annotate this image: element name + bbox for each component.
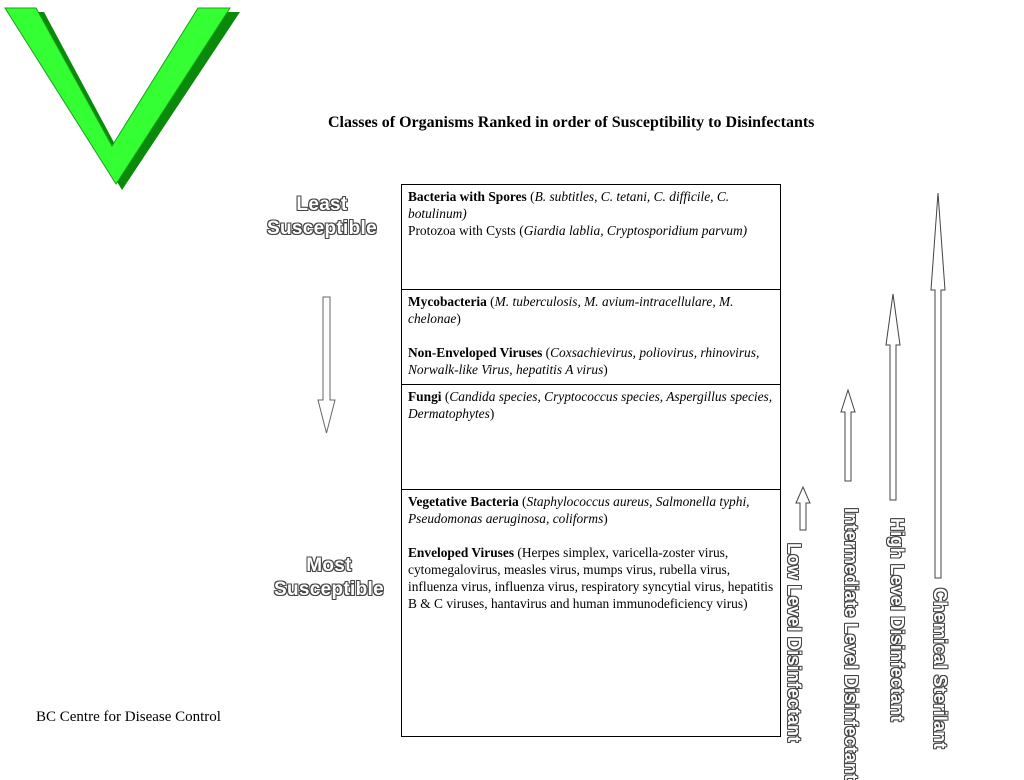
row-examples: Coxsachievirus, poliovirus, rhinovirus, Norwalk-like Virus, hepatitis A virus: [408, 345, 760, 377]
high-level-up-arrow-icon: [886, 294, 900, 500]
paren-open: (: [542, 345, 551, 360]
paren-close: ): [489, 406, 495, 421]
most-susceptible-label: [258, 554, 400, 602]
table-row-spores: [402, 185, 780, 289]
checkmark-face: [5, 8, 230, 184]
footer-source: BC Centre for Disease Control: [36, 709, 221, 725]
table-row-vegetative: [402, 489, 780, 736]
row-heading: Non-Enveloped Viruses: [408, 345, 543, 360]
row-examples: Staphylococcus aureus, Salmonella typhi, Pseudomonas aeruginosa, coliforms: [408, 494, 750, 526]
diagram-title: Classes of Organisms Ranked in order of Susceptibility to Disinfectants: [328, 114, 815, 131]
row-examples: B. subtitles, C. tetani, C. difficile, C. botulinum): [408, 189, 730, 221]
paren-open: (: [526, 189, 535, 204]
chemical-sterilant-label: Chemical Sterilant: [930, 588, 950, 749]
row-heading: Protozoa with Cysts (: [408, 223, 524, 238]
susceptible-word-top: Susceptible: [267, 218, 377, 239]
intermediate-level-disinfectant-label: Intermediate Level Disinfectant: [841, 508, 861, 780]
table-row-fungi: [402, 384, 780, 489]
table-row-mycobacteria: [402, 289, 780, 384]
paren-open: (: [518, 494, 527, 509]
row-examples: Candida species, Cryptococcus species, Aspergillus species, Dermatophytes: [408, 389, 773, 421]
low-level-up-arrow-icon: [796, 487, 810, 530]
paren-close: ): [603, 362, 608, 377]
sterilant-up-arrow-icon: [931, 193, 945, 578]
paren-close: ): [603, 511, 608, 526]
row-heading: Mycobacteria: [408, 294, 487, 309]
paren-open: (: [486, 294, 495, 309]
low-level-disinfectant-label: Low Level Disinfectant: [784, 543, 804, 743]
paren-open: (: [441, 389, 450, 404]
intermediate-level-up-arrow-icon: [841, 390, 855, 481]
row-examples: Giardia lablia, Cryptosporidium parvum): [523, 223, 748, 238]
down-arrow-icon: [318, 297, 335, 433]
high-level-disinfectant-label: High Level Disinfectant: [887, 518, 907, 722]
row-examples: M. tuberculosis, M. avium-intracellulare, M. chelonae: [408, 294, 734, 326]
row-heading: Vegetative Bacteria: [408, 494, 519, 509]
most-word: Most: [306, 555, 352, 576]
row-heading: Bacteria with Spores: [408, 189, 527, 204]
row-heading: Enveloped Viruses: [408, 545, 515, 560]
row-heading: Fungi: [408, 389, 442, 404]
row-examples: (Herpes simplex, varicella-zoster virus, cytomegalovirus, measles virus, mumps virus, rubella virus, influenza virus, influenza virus, respiratory syncytial virus, hepatitis B & C viruses, hantavirus and human immunodeficiency virus): [408, 545, 774, 611]
least-susceptible-label: [258, 193, 386, 241]
least-word: Least: [296, 194, 348, 215]
paren-close: ): [456, 311, 461, 326]
organism-table: [401, 184, 781, 737]
susceptible-word-bottom: Susceptible: [274, 579, 384, 600]
green-checkmark-icon: [0, 0, 250, 195]
